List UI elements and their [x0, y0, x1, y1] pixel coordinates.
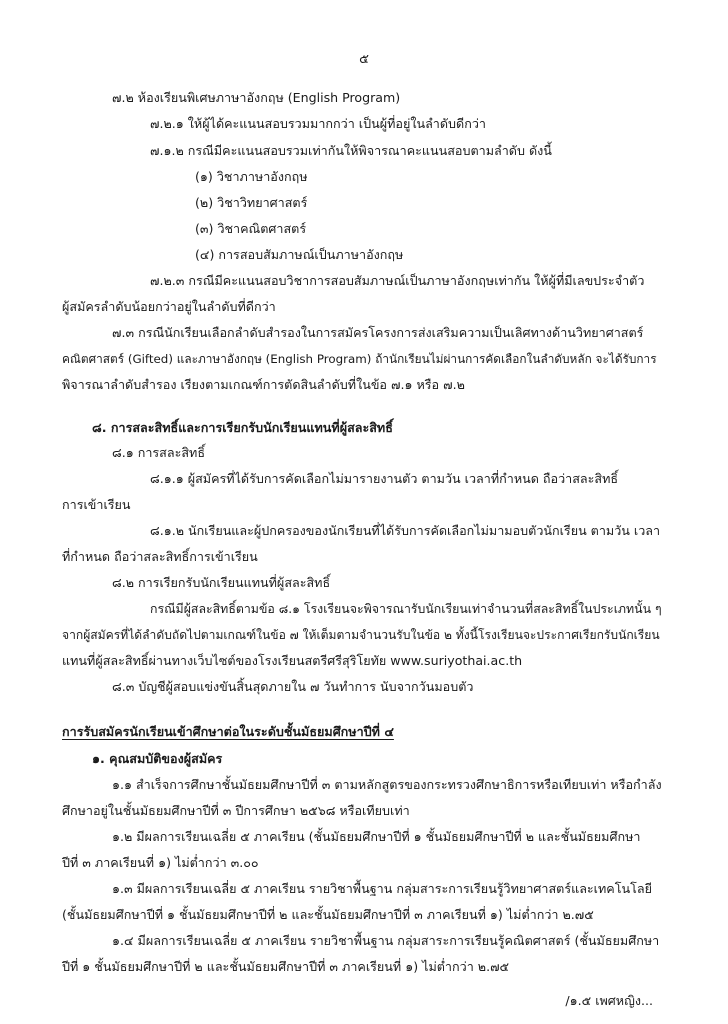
item-8-1-2-line1: ๘.๑.๒ นักเรียนและผู้ปกครองของนักเรียนที่ได้รับการคัดเลือกไม่มามอบตัวนักเรียน ตามวัน เวลา	[150, 523, 661, 538]
item-7-2-3-line1: ๗.๒.๓ กรณีมีคะแนนสอบวิชาการสอบสัมภาษณ์เป็นภาษาอังกฤษเท่ากัน ให้ผู้ที่มีเลขประจำตัว	[150, 273, 645, 288]
m4-item-1-1-line2: ศึกษาอยู่ในชั้นมัธยมศึกษาปีที่ ๓ ปีการศึกษา ๒๕๖๘ หรือเทียบเท่า	[62, 803, 410, 818]
section-8-2-line2: จากผู้สมัครที่ได้ลำดับถัดไปตามเกณฑ์ในข้อ ๗ ให้เต็มตามจำนวนรับในข้อ ๒ ทั้งนี้โรงเรียนจะประกาศเรียกรับนักเรียน	[62, 628, 660, 642]
item-8-1-1-line2: การเข้าเรียน	[62, 497, 131, 512]
m4-section-1-title: ๑. คุณสมบัติของผู้สมัคร	[92, 751, 223, 766]
section-8-1: ๘.๑ การสละสิทธิ์	[112, 445, 206, 460]
subitem-4: (๔) การสอบสัมภาษณ์เป็นภาษาอังกฤษ	[195, 247, 404, 262]
subitem-2: (๒) วิชาวิทยาศาสตร์	[195, 195, 308, 210]
section-7-2-title: ๗.๒ ห้องเรียนพิเศษภาษาอังกฤษ (English Program)	[112, 90, 401, 105]
item-7-2-1: ๗.๒.๑ ให้ผู้ได้คะแนนสอบรวมมากกว่า เป็นผู้ที่อยู่ในลำดับดีกว่า	[150, 116, 486, 131]
subitem-3: (๓) วิชาคณิตศาสตร์	[195, 221, 307, 236]
section-8-3: ๘.๓ บัญชีผู้สอบแข่งขันสิ้นสุดภายใน ๗ วันทำการ นับจากวันมอบตัว	[112, 679, 474, 694]
section-7-3-line3: พิจารณาลำดับสำรอง เรียงตามเกณฑ์การตัดสินลำดับที่ในข้อ ๗.๑ หรือ ๗.๒	[62, 377, 465, 392]
item-7-1-2: ๗.๑.๒ กรณีมีคะแนนสอบรวมเท่ากันให้พิจารณาคะแนนสอบตามลำดับ ดังนี้	[150, 143, 552, 158]
m4-item-1-4-line1: ๑.๔ มีผลการเรียนเฉลี่ย ๕ ภาคเรียน รายวิชาพื้นฐาน กลุ่มสาระการเรียนรู้คณิตศาสตร์ (ชั้นมัธยมศึกษา	[112, 933, 660, 948]
m4-item-1-4-line2: ปีที่ ๑ ชั้นมัธยมศึกษาปีที่ ๒ และชั้นมัธยมศึกษาปีที่ ๓ ภาคเรียนที่ ๑) ไม่ต่ำกว่า ๒.๗๕	[62, 959, 510, 974]
page-number: ๕	[359, 52, 369, 67]
subitem-1: (๑) วิชาภาษาอังกฤษ	[195, 169, 308, 184]
m4-item-1-3-line1: ๑.๓ มีผลการเรียนเฉลี่ย ๕ ภาคเรียน รายวิชาพื้นฐาน กลุ่มสาระการเรียนรู้วิทยาศาสตร์และเทคโนโลยี	[112, 881, 652, 896]
section-7-3-line2: คณิตศาสตร์ (Gifted) และภาษาอังกฤษ (English Program) ถ้านักเรียนไม่ผ่านการคัดเลือกในลำดับหลัก จะได้รับการ	[62, 352, 657, 366]
m4-item-1-3-line2: (ชั้นมัธยมศึกษาปีที่ ๑ ชั้นมัธยมศึกษาปีที่ ๒ และชั้นมัธยมศึกษาปีที่ ๓ ภาคเรียนที่ ๑) ไม่ต่ำกว่า ๒.๗๕	[62, 907, 594, 922]
m4-item-1-2-line2: ปีที่ ๓ ภาคเรียนที่ ๑) ไม่ต่ำกว่า ๓.๐๐	[62, 855, 259, 870]
section-8-title: ๘. การสละสิทธิ์และการเรียกรับนักเรียนแทนที่ผู้สละสิทธิ์	[92, 420, 393, 435]
item-8-1-1-line1: ๘.๑.๑ ผู้สมัครที่ได้รับการคัดเลือกไม่มารายงานตัว ตามวัน เวลาที่กำหนด ถือว่าสละสิทธิ์	[150, 471, 619, 486]
section-8-2-line1: กรณีมีผู้สละสิทธิ์ตามข้อ ๘.๑ โรงเรียนจะพิจารณารับนักเรียนเท่าจำนวนที่สละสิทธิ์ในประเภทนั้น ๆ	[150, 602, 662, 616]
item-8-1-2-line2: ที่กำหนด ถือว่าสละสิทธิ์การเข้าเรียน	[62, 549, 258, 564]
section-8-2-line3: แทนที่ผู้สละสิทธิ์ผ่านทางเว็บไซต์ของโรงเรียนสตรีศรีสุริโยทัย www.suriyothai.ac.th	[62, 653, 523, 668]
m4-heading: การรับสมัครนักเรียนเข้าศึกษาต่อในระดับชั้นมัธยมศึกษาปีที่ ๔	[62, 724, 394, 739]
continuation-marker: /๑.๕ เพศหญิง...	[565, 993, 653, 1008]
section-8-2: ๘.๒ การเรียกรับนักเรียนแทนที่ผู้สละสิทธิ์	[112, 575, 331, 590]
section-7-3-line1: ๗.๓ กรณีนักเรียนเลือกลำดับสำรองในการสมัครโครงการส่งเสริมความเป็นเลิศทางด้านวิทยาศาสตร์	[112, 325, 644, 340]
m4-item-1-2-line1: ๑.๒ มีผลการเรียนเฉลี่ย ๕ ภาคเรียน (ชั้นมัธยมศึกษาปีที่ ๑ ชั้นมัธยมศึกษาปีที่ ๒ และชั้นมัธยมศึกษา	[112, 829, 641, 844]
m4-item-1-1-line1: ๑.๑ สำเร็จการศึกษาชั้นมัธยมศึกษาปีที่ ๓ ตามหลักสูตรของกระทรวงศึกษาธิการหรือเทียบเท่า หรือกำลัง	[112, 777, 662, 792]
item-7-2-3-line2: ผู้สมัครลำดับน้อยกว่าอยู่ในลำดับที่ดีกว่า	[62, 299, 276, 314]
